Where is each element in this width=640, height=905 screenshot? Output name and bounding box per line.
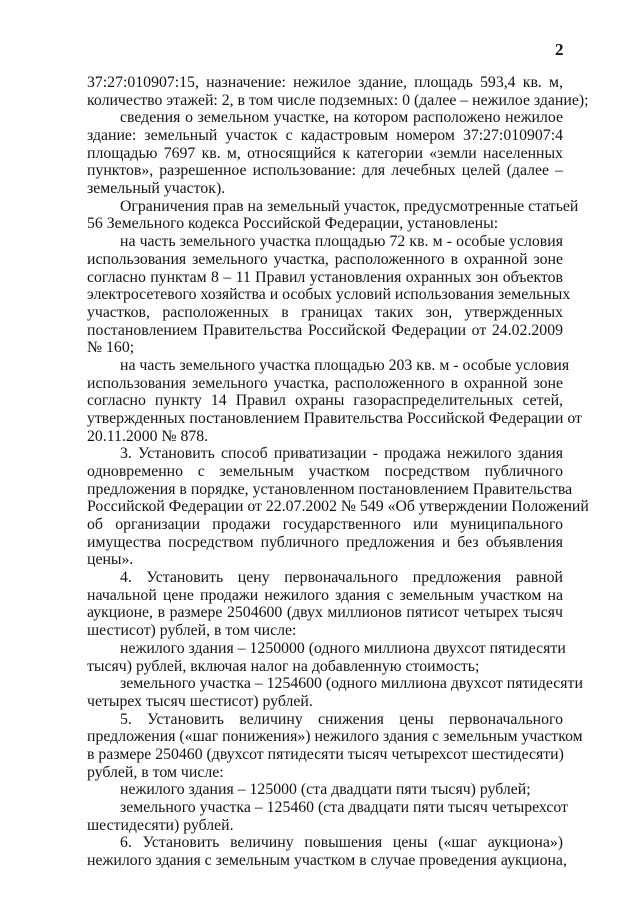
text-line: 20.11.2000 № 878. [87,428,209,445]
text-line: нежилого здания с земельным участком в случае проведения аукциона, [87,852,567,869]
text-line: пунктов», разрешенное использование: для лечебных целей (далее – [87,162,563,179]
text-line: шестисот) рублей, в том числе: [87,622,297,639]
text-line: предложения в порядке, установленном постановлением Правительства [87,481,573,498]
text-line: тысяч) рублей, включая налог на добавленную стоимость; [87,658,480,675]
text-line: согласно пунктам 8 – 11 Правил установления охранных зон объектов [87,269,563,286]
text-line: 6. Установить величину повышения цены («шаг аукциона») [120,834,563,851]
text-line: электросетевого хозяйства и особых условий использования земельных [87,286,571,303]
text-line: количество этажей: 2, в том числе подземных: 0 (далее – нежилое здание); [87,92,589,109]
text-line: одновременно с земельным участком посредством публичного [87,463,563,480]
text-line: согласно пункту 14 Правил охраны газораспределительных сетей, [87,392,563,409]
text-line: № 160; [87,339,135,356]
text-line: предложения («шаг понижения») нежилого здания с земельным участком [87,728,583,745]
text-line: об организации продажи государственного или муниципального [87,516,563,533]
text-line: здание: земельный участок с кадастровым номером 37:27:010907:4 [87,127,563,144]
text-line: участков, расположенных в границах таких зон, утвержденных [87,304,563,321]
text-line: на часть земельного участка площадью 72 кв. м - особые условия [120,233,563,250]
text-line: 4. Установить цену первоначального предложения равной [120,569,563,586]
text-line: нежилого здания – 125000 (ста двадцати пяти тысяч) рублей; [120,781,531,798]
text-line: утвержденных постановлением Правительства Российской Федерации от [87,410,582,427]
text-line: земельного участка – 1254600 (одного миллиона двухсот пятидесяти [120,675,583,692]
text-line: 56 Земельного кодекса Российской Федерации, установлены: [87,215,499,232]
text-line: имущества посредством публичного предложения и без объявления [87,534,563,551]
text-line: аукционе, в размере 2504600 (двух миллионов пятисот четырех тысяч [87,604,563,621]
text-line: земельный участок). [87,180,226,197]
text-line: на часть земельного участка площадью 203 кв. м - особые условия [120,357,570,374]
text-line: цены». [87,551,134,568]
text-line: использования земельного участка, расположенного в охранной зоне [87,251,563,268]
text-line: 37:27:010907:15, назначение: нежилое здание, площадь 593,4 кв. м, [87,74,563,91]
text-line: площадью 7697 кв. м, относящийся к категории «земли населенных [87,145,563,162]
text-line: шестидесяти) рублей. [87,817,234,834]
text-line: использования земельного участка, расположенного в охранной зоне [87,375,563,392]
text-line: нежилого здания – 1250000 (одного миллиона двухсот пятидесяти [120,640,566,657]
text-line: 5. Установить величину снижения цены первоначального [120,711,563,728]
text-line: начальной цене продажи нежилого здания с земельным участком на [87,587,563,604]
text-line: в размере 250460 (двухсот пятидесяти тысяч четырехсот шестидесяти) [87,746,564,763]
text-line: четырех тысяч шестисот) рублей. [87,693,313,710]
text-line: рублей, в том числе: [87,764,224,781]
page-number: 2 [555,40,564,59]
text-line: Ограничения прав на земельный участок, предусмотренные статьей [120,198,579,215]
text-line: 3. Установить способ приватизации - продажа нежилого здания [120,445,563,462]
text-line: земельного участка – 125460 (ста двадцати пяти тысяч четырехсот [120,799,568,816]
text-line: сведения о земельном участке, на котором расположено нежилое [120,109,563,126]
text-line: Российской Федерации от 22.07.2002 № 549 «Об утверждении Положений [87,498,589,515]
text-line: постановлением Правительства Российской Федерации от 24.02.2009 [87,322,563,339]
